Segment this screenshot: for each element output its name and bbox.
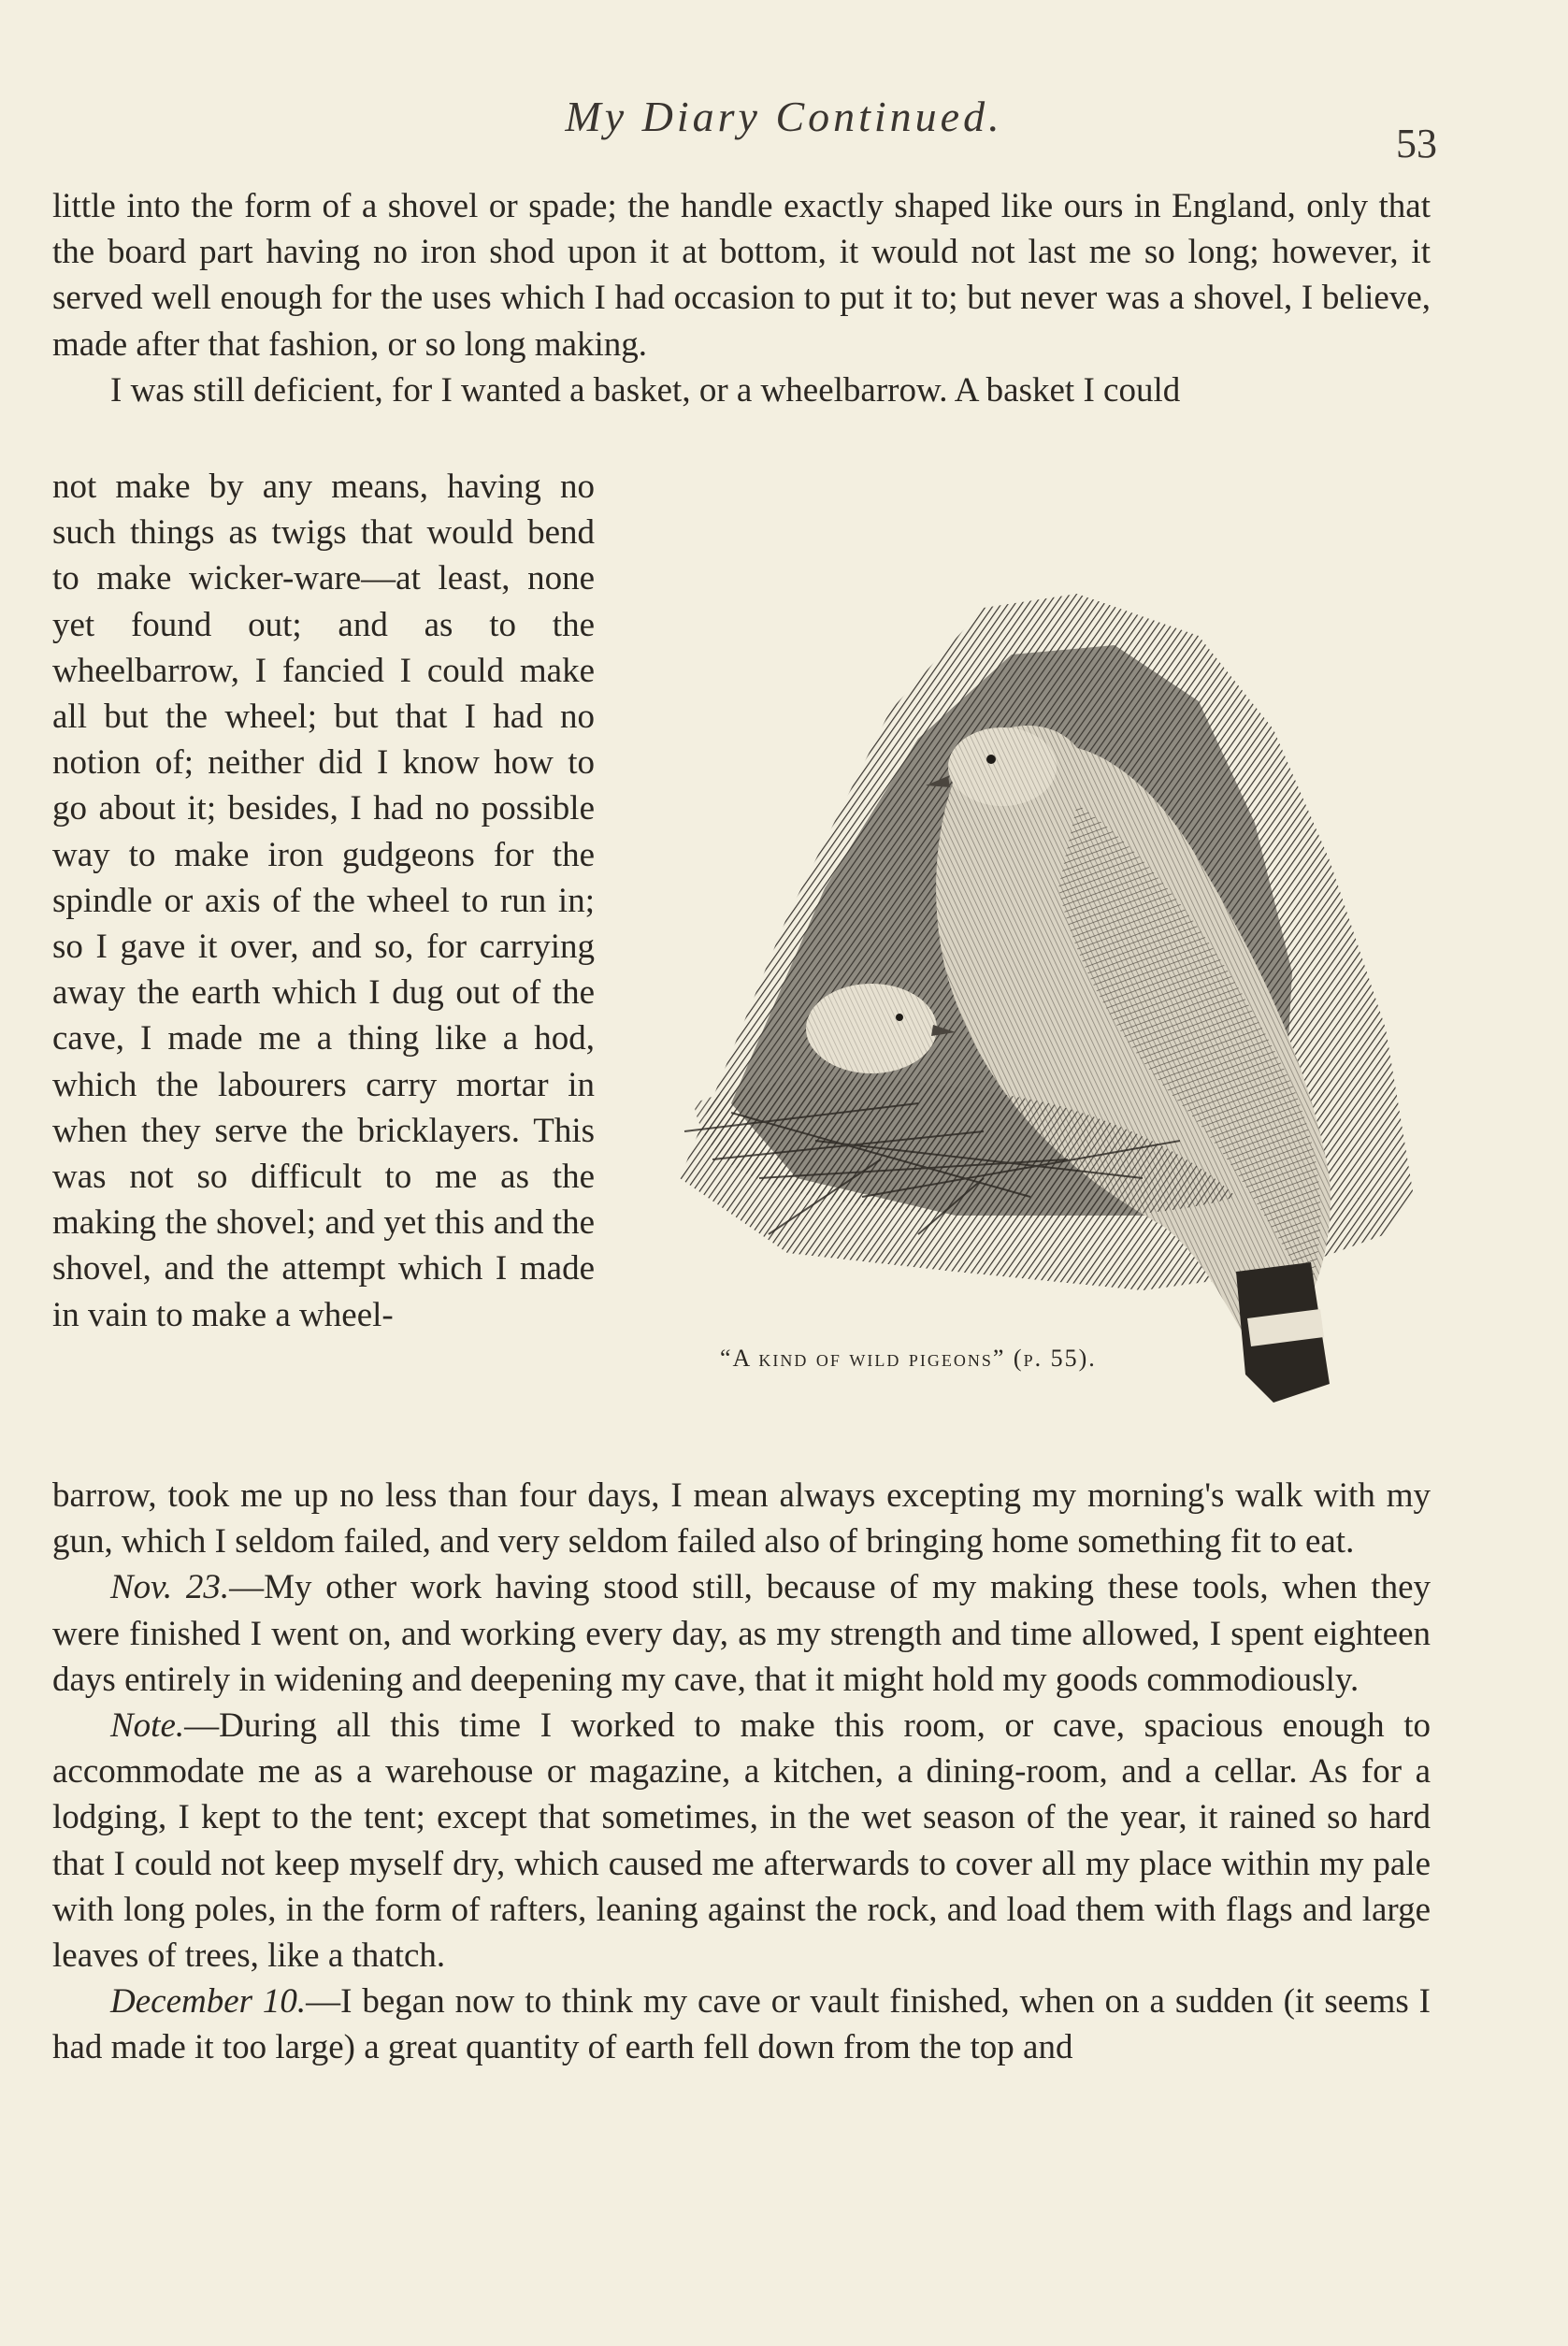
page-number: 53 [1396,121,1437,166]
running-title: My Diary Continued. [565,93,1003,140]
paragraph-continuation: barrow, took me up no less than four days, I mean always excepting my morning's walk with my gun, which I seldom failed, and very seldom failed also of bringing home something fit to eat. [52,1476,1431,1562]
paragraph-note: Note.—During all this time I worked to make this room, or cave, spacious enough to accommodate me as a warehouse or magazine, a kitchen, a dining-room, and a cellar. As for a lodging, I kept to the tent; except that sometimes, in the wet season of the year, it rained so hard that I could not keep myself dry, which caused me afterwards to cover all my place within my pale with long poles, in the form of rafters, leaning against the rock, and load them with flags and large leaves of trees, like a thatch. [52,1706,1431,1976]
paragraph-shovel: little into the form of a shovel or spade; the handle exactly shaped like ours in England, only that the board part having no iron shod upon it at bottom, it would not last me so long; however, it served well enough for the uses which I had occasion to put it to; but never was a shovel, I believe, made after that fashion, or so long making. [52,187,1431,364]
wild-pigeons-illustration [675,580,1423,1440]
top-text-block [52,183,1431,413]
date-nov-23: Nov. 23. [110,1568,230,1607]
paragraph-wheelbarrow: not make by any means, having no such things as twigs that would bend to make wicker-ware—at least, none yet found out; and as to the wheelbarrow, I fancied I could make all but the wheel; but that I had no notion of; neither did I know how to go about it; besides, I had no possible way to make iron gudgeons for the spindle or axis of the wheel to run in; so I gave it over, and so, for carrying away the earth which I dug out of the cave, I made me a thing like a hod, which the labourers carry mortar in when they serve the bricklayers. This was not so difficult to me as the making the shovel; and yet this and the shovel, and the attempt which I made in vain to make a wheel- [52,468,595,1334]
illustration-caption: “A kind of wild pigeons” (p. 55). [720,1345,1097,1372]
bottom-text-block [52,1473,1431,2071]
date-dec-10: December 10. [110,1982,307,2022]
paragraph-dec-10: December 10.—I began now to think my cave or vault finished, when on a sudden (it seems I had made it too large) a great quantity of earth fell down from the top and [52,1982,1431,2067]
paragraph-nov-23: Nov. 23.—My other work having stood still, because of my making these tools, when they were finished I went on, and working every day, as my strength and time allowed, I spent eighteen days entirely in widening and deepening my cave, that it might hold my goods commodiously. [52,1568,1431,1699]
note-label: Note. [110,1706,185,1746]
wrap-column [52,464,595,1338]
paragraph-basket-start: I was still deficient, for I wanted a basket, or a wheelbarrow. A basket I could [110,370,1181,410]
